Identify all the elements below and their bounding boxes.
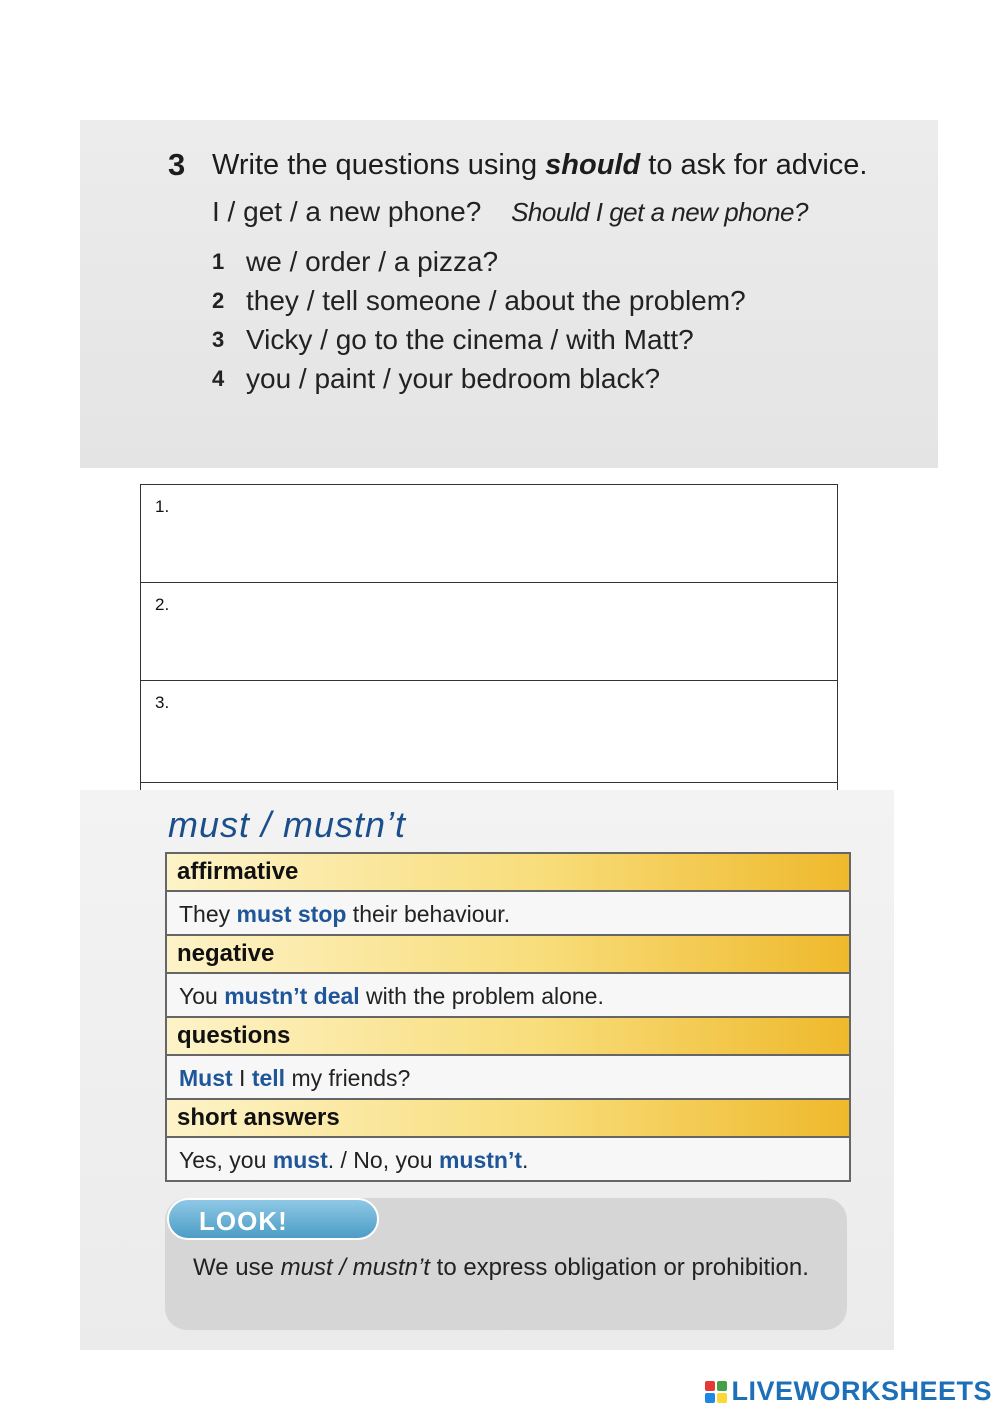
exercise-number: 3 (168, 147, 186, 182)
section-example-questions: Must I tell my friends? (167, 1056, 849, 1100)
example-prompt: I / get / a new phone? (212, 196, 482, 227)
exercise-item: 4 you / paint / your bedroom black? (212, 363, 661, 394)
answer-box-1[interactable]: 1. (141, 485, 838, 583)
logo-mark-icon (705, 1381, 727, 1403)
section-example-short-answers: Yes, you must. / No, you mustn’t. (167, 1138, 849, 1180)
section-heading-short-answers: short answers (167, 1100, 849, 1138)
look-tag: LOOK! (167, 1198, 379, 1240)
exercise-instruction: Write the questions using should to ask for advice. (212, 149, 868, 181)
exercise-example (212, 196, 918, 228)
look-box (165, 1198, 847, 1330)
grammar-table (165, 852, 851, 1182)
liveworksheets-logo (705, 1376, 992, 1407)
exercise-items (212, 242, 918, 398)
example-answer: Should I get a new phone? (511, 197, 808, 227)
grammar-title: must / mustn’t (168, 804, 407, 845)
answer-box-2[interactable]: 2. (141, 583, 838, 681)
section-example-affirmative: They must stop their behaviour. (167, 892, 849, 936)
section-example-negative: You mustn’t deal with the problem alone. (167, 974, 849, 1018)
look-text: We use must / mustn’t to express obligation or prohibition. (193, 1254, 809, 1281)
exercise-item: 1 we / order / a pizza? (212, 246, 499, 277)
section-heading-negative: negative (167, 936, 849, 974)
section-heading-affirmative: affirmative (167, 854, 849, 892)
section-heading-questions: questions (167, 1018, 849, 1056)
grammar-panel (80, 790, 894, 1350)
answer-box-3[interactable]: 3. (141, 681, 838, 783)
logo-text: LIVEWORKSHEETS (731, 1376, 992, 1406)
exercise-panel (80, 120, 938, 468)
exercise-heading (168, 146, 918, 184)
exercise-item: 2 they / tell someone / about the problem? (212, 285, 746, 316)
exercise-item: 3 Vicky / go to the cinema / with Matt? (212, 324, 694, 355)
